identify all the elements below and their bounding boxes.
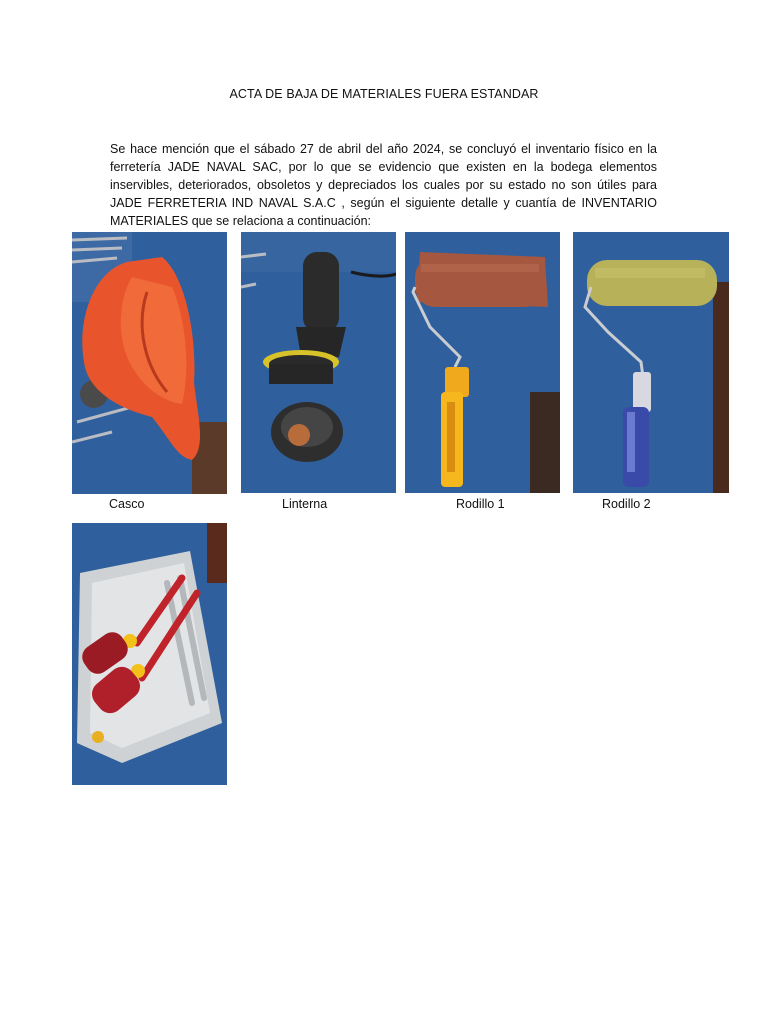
caption-casco: Casco <box>109 497 145 511</box>
intro-paragraph: Se hace mención que el sábado 27 de abril del año 2024, se concluyó el inventario físico en la ferretería JADE NAVAL SAC, por lo que se evidencio que existen en la bodega elementos inservibles, deteriorados, obsoletos y depreciados los cuales por su estado no son útiles para JADE FERRETERIA IND NAVAL S.A.C , según el siguiente detalle y cuantía de INVENTARIO MATERIALES que se relaciona a continuación: <box>110 142 657 228</box>
roller1-photo <box>405 232 560 493</box>
caption-rodillo-2: Rodillo 2 <box>602 497 651 511</box>
document-title: ACTA DE BAJA DE MATERIALES FUERA ESTANDAR <box>229 87 539 101</box>
flashlight-photo <box>241 232 396 493</box>
caption-rodillo-1: Rodillo 1 <box>456 497 505 511</box>
screwdrivers-photo <box>72 523 227 785</box>
caption-linterna: Linterna <box>282 497 328 511</box>
roller2-photo <box>573 232 729 493</box>
helmet-photo <box>72 232 227 494</box>
